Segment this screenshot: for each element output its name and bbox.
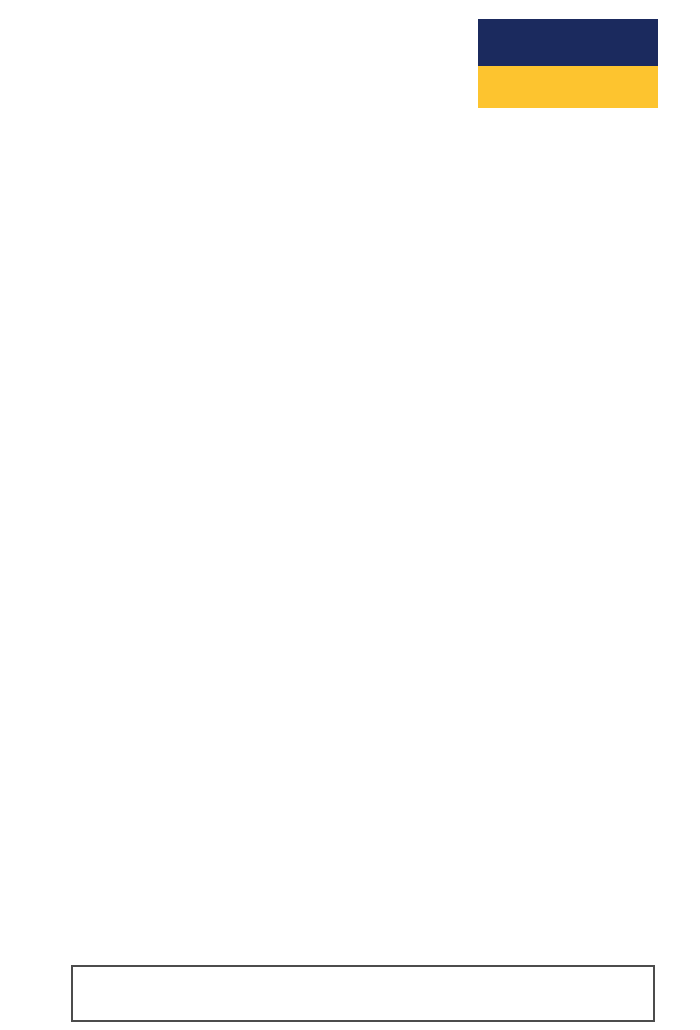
logo-navy-band bbox=[478, 19, 658, 66]
logo-yellow-band bbox=[478, 66, 658, 108]
org-logo bbox=[478, 19, 658, 108]
footer-contact-box bbox=[71, 965, 655, 1022]
